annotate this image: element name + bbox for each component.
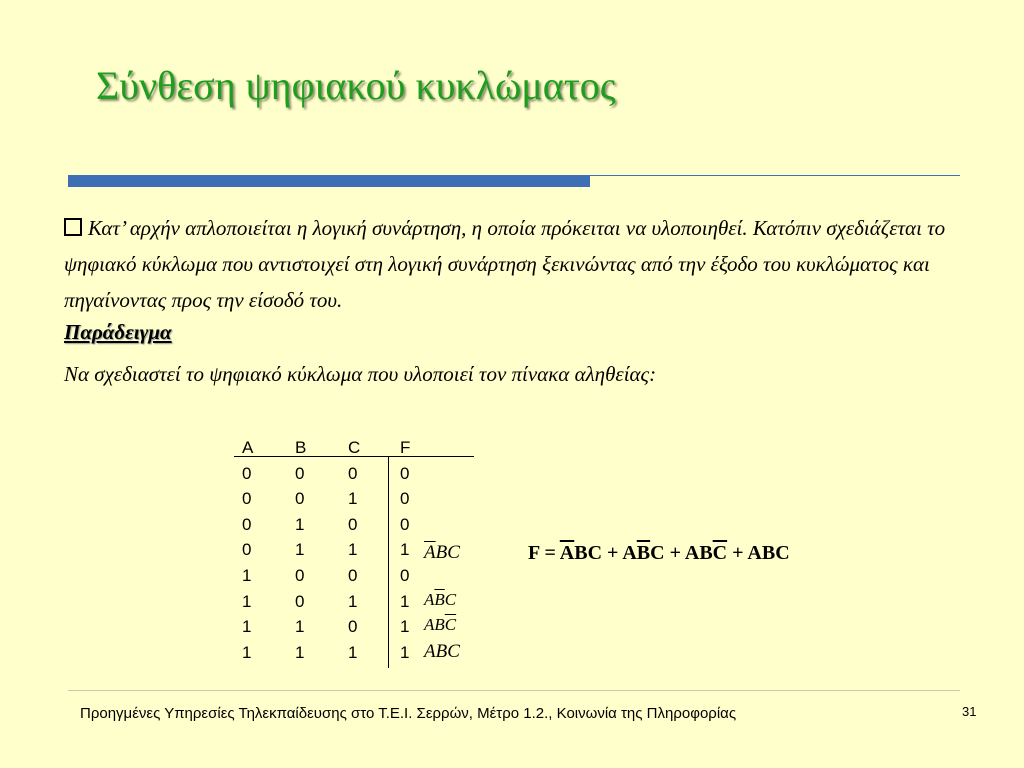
header-a: A xyxy=(242,438,254,457)
minterm-part: $\overline{C}$ xyxy=(444,615,457,635)
table-cell: 0 xyxy=(348,514,358,534)
formula-t2-c: C xyxy=(650,542,665,564)
table-cell: 1 xyxy=(242,565,252,585)
formula-t1-a: $\overline{A}$ xyxy=(559,542,575,564)
formula-plus-1: + xyxy=(602,542,623,564)
minterm-part: $\overline{A}$ xyxy=(424,542,436,564)
intro-paragraph xyxy=(64,210,964,318)
table-cell: 0 xyxy=(295,565,305,585)
table-cell: 1 xyxy=(348,591,358,611)
square-bullet-icon xyxy=(64,218,82,236)
table-cell: 0 xyxy=(400,514,410,534)
formula-t1-bc: BC xyxy=(574,542,603,564)
table-cell: 1 xyxy=(400,617,410,637)
table-cell: 1 xyxy=(400,591,410,611)
table-cell: 1 xyxy=(295,617,305,637)
boolean-formula xyxy=(528,542,790,565)
minterm-part: BC xyxy=(435,542,460,564)
table-cell: 0 xyxy=(242,463,252,483)
table-cell: 0 xyxy=(400,463,410,483)
table-cell: 0 xyxy=(400,489,410,509)
intro-text: Κατ’ αρχήν απλοποιείται η λογική συνάρτηση, η οποία πρόκειται να υλοποιηθεί. Κατόπιν σχεδιάζεται το ψηφιακό κύκλωμα που αντιστοιχεί στη λογική συνάρτηση ξεκινώντας από την έξοδο του κυκλώματος και πηγαίνοντας προς την είσοδό του. xyxy=(64,216,946,312)
formula-t2-b: $\overline{B}$ xyxy=(636,542,651,564)
table-cell: 1 xyxy=(242,591,252,611)
table-cell: 1 xyxy=(348,540,358,560)
minterm-part: $\overline{B}$ xyxy=(434,589,445,609)
task-statement: Να σχεδιαστεί το ψηφιακό κύκλωμα που υλοποιεί τον πίνακα αληθείας: xyxy=(64,362,657,386)
table-cell: 1 xyxy=(295,514,305,534)
formula-eq: = xyxy=(539,542,560,564)
minterm-part: C xyxy=(444,589,457,609)
page-number: 31 xyxy=(962,704,977,719)
formula-t2-a: A xyxy=(622,542,637,564)
table-cell: 0 xyxy=(348,565,358,585)
table-cell: 1 xyxy=(295,642,305,662)
slide-title: Σύνθεση ψηφιακού κυκλώματος xyxy=(96,63,616,108)
minterm-label xyxy=(424,590,456,610)
example-heading: Παράδειγμα xyxy=(64,320,172,344)
minterm-part: AB xyxy=(424,615,445,635)
formula-plus-2: + xyxy=(664,542,685,564)
table-cell: 1 xyxy=(348,642,358,662)
table-cell: 1 xyxy=(348,489,358,509)
title-divider-bar xyxy=(68,175,590,187)
minterm-label xyxy=(424,615,456,635)
table-cell: 0 xyxy=(242,489,252,509)
table-cell: 0 xyxy=(348,617,358,637)
formula-t3-c: $\overline{C}$ xyxy=(712,542,728,564)
table-cell: 1 xyxy=(400,642,410,662)
minterm-part: ABC xyxy=(424,640,460,662)
table-cell: 0 xyxy=(295,591,305,611)
table-cell: 0 xyxy=(295,489,305,509)
minterm-label xyxy=(424,641,460,663)
minterm-part: A xyxy=(424,589,435,609)
formula-t4: ABC xyxy=(747,542,790,564)
table-cell: 1 xyxy=(295,540,305,560)
table-output-divider xyxy=(388,456,389,668)
header-f: F xyxy=(400,438,411,457)
footer-text: Προηγμένες Υπηρεσίες Τηλεκπαίδευσης στο Τ.Ε.Ι. Σερρών, Μέτρο 1.2., Κοινωνία της Πληροφορίας xyxy=(80,705,737,722)
footer-divider xyxy=(68,690,960,691)
formula-plus-3: + xyxy=(727,542,748,564)
header-c: C xyxy=(348,438,361,457)
table-cell: 0 xyxy=(400,565,410,585)
table-cell: 0 xyxy=(242,540,252,560)
table-cell: 1 xyxy=(400,540,410,560)
table-cell: 1 xyxy=(242,617,252,637)
table-cell: 0 xyxy=(348,463,358,483)
formula-lhs: F xyxy=(528,542,540,564)
minterm-label xyxy=(424,542,460,564)
table-cell: 1 xyxy=(242,642,252,662)
header-b: B xyxy=(295,438,307,457)
formula-t3-ab: AB xyxy=(684,542,713,564)
table-cell: 0 xyxy=(295,463,305,483)
table-cell: 0 xyxy=(242,514,252,534)
